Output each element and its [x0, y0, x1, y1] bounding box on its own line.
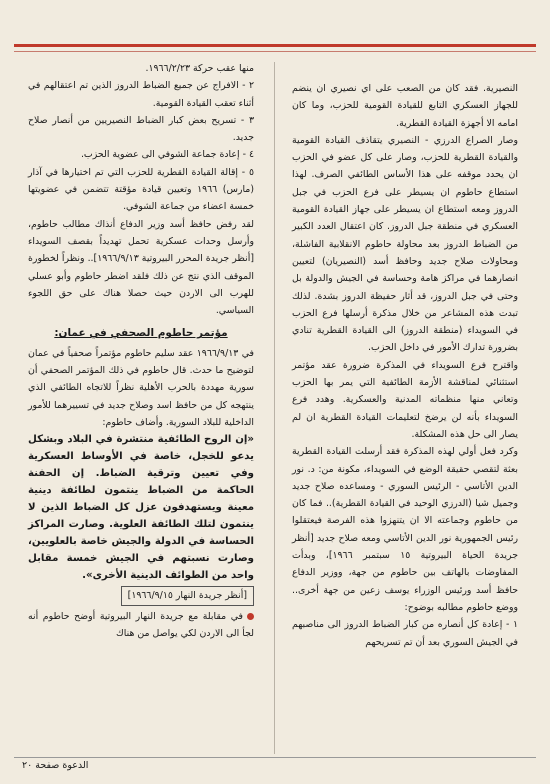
page-number: الدعوة صفحة ٢٠: [22, 760, 89, 771]
paragraph: ١ - إعادة كل أنصاره من كبار الضباط الدروز الى مناصبهم في الجيش السوري بعد أن تم تسريحهم: [292, 619, 518, 648]
paragraph: في ١٩٦٦/٩/١٣ عقد سليم حاطوم مؤتمراً صحفياً في عمان لتوضيح ما حدث. قال حاطوم في ذلك المؤتمر الصحفي أن سورية مهددة بالحرب الأهلية نظراً للاتجاه الطائفي الذي ينتهجه كل من حافظ اسد وصلاح جديد في تسييرهما للأمور الداخلية للبلاد السورية. وأضاف حاطوم:: [28, 347, 254, 428]
left-column: [28, 60, 254, 642]
source-note: [أنظر جريدة النهار ١٩٦٦/٩/١٥]: [121, 586, 254, 605]
paragraph: لقد رفض حافظ أسد وزير الدفاع أنذاك مطالب حاطوم، وأرسل وحدات عسكرية تحمل تهديداً بقصف السويداء [أنظر جريدة المحرر البيروتية ١٩٦٦/٩/١٣].. ونظراً لخطورة الموقف الذي نتج عن ذلك فلقد اضطر حاطوم وأبو عسلي للهرب الى الاردن حيث حصلا هناك على حق اللجوء السياسي.: [28, 218, 254, 317]
page-footer: [14, 757, 536, 776]
demand-item: ٥ - إقالة القيادة القطرية للحزب التي تم اختيارها في آذار (مارس) ١٩٦٦ وتعيين قيادة مؤقتة تتضمن في عضويتها خمسة اعضاء من جماعة الشوفي.: [28, 166, 254, 213]
section-heading: مؤتمر حاطوم الصحفي في عمان:: [54, 327, 228, 340]
header-rule-thin: [14, 51, 536, 52]
column-divider: [274, 62, 275, 754]
bullet-icon: [247, 613, 254, 620]
quote: «إن الروح الطائفية منتشرة في البلاد وبشكل يدعو للخجل، خاصة في الأوساط العسكرية وفي تعيين وترقية الضباط. إن الحفنة الحاكمة من الضباط ينتمون لطائفة دينية معينة ويستهدفون عزل كل الضباط الذين لا ينتمون لتلك الطائفة العلوية. وصارت المراكز الحساسة في الدولة والجيش خاصة بالعلويين، وصارت نسبتهم في الجيش خمسة مقابل واحد من الطوائف الدينية الأخرى».: [28, 434, 254, 582]
paragraph-text: في مقابلة مع جريدة النهار البيروتية أوضح حاطوم أنه لجأ الى الاردن لكي يواصل من هناك: [28, 610, 254, 639]
paragraph: النصيرية. فقد كان من الصعب على اي نصيري ان ينضم للجهاز العسكري التابع للقيادة القومية للحزب، وما كان امامه الا أجهزة القيادة القطرية.: [292, 83, 518, 129]
paragraph: واقترح فرع السويداء في المذكرة ضرورة عقد مؤتمر استثنائي لمناقشة الأزمة الطائفية التي يمر بها الحزب وتعاني منها منظماته المدنية والعسكرية. وهدد فرع السويداء بأنه لن يرضخ لتعليمات القيادة القطرية ان لم يصار الى حل هذه المشكلة.: [292, 359, 518, 440]
paragraph: [28, 608, 254, 643]
header-rule: [14, 44, 536, 47]
demand-item: ٣ - تسريح بعض كبار الضباط النصيريين من أنصار صلاح جديد.: [28, 114, 254, 144]
right-column: [292, 80, 518, 651]
paragraph: منها عقب حركة ١٩٦٦/٢/٢٣.: [145, 63, 254, 74]
paragraph: وصار الصراع الدرزي - النصيري يتقاذف القيادة القومية والقيادة القطرية للحزب، وصار على كل عضو في الحزب ان يحدد موقفه على هذا الأساس الطائفي الصرف. لهذا استطاع حاطوم ان يسيطر على فرع الحزب في جبل الدروز ومعه استطاع ان يسيطر على جهاز القيادة القومية العسكري في منطقة جبل الدروز. كان اعتقال العدد الكبير من الضباط الدروز بعد محاولة حاطوم الانقلابية الفاشلة، ومحاولات صلاح جديد وحافظ أسد (النصيريان) لتعيين انصارهما في مراكز هامة وحساسة في الجيش والدولة بل وحتى في جبل الدروز، قد أثار حفيظة الدروز بشدة. لذلك تبدت هذه المشاعر من خلال مذكرة أرسلها فرع الحزب في السويداء (منطقة الدروز) الى القيادة القطرية تنادي بضرورة تدارك الأمور في داخل الحزب.: [292, 134, 518, 354]
paragraph: وكرد فعل أولي لهذه المذكرة فقد أرسلت القيادة القطرية بعثة لتقصي حقيقة الوضع في السويداء، مكونة من: د. نور الدين الأتاسي - الرئيس السوري - ومساعده صلاح جديد وجميل شيا (الدرزي الوحيد في القيادة القطرية).. فما كان من حاطوم وجماعته الا ان يتنهزوا هذه الفرصة فيعتقلوا رئيس الجمهورية نور الدين الأتاسي ومعه صلاح جديد [أنظر جريدة الحياة البيروتية ١٥ سبتمبر ١٩٦٦]، وبدأت المفاوضات بالهاتف بين حاطوم من جهة، ووزير الدفاع حافظ أسد ورئيس الوزراء يوسف زعين من جهة أخرى.. ووضع حاطوم مطالبه بوضوح:: [292, 446, 518, 613]
demand-item: ٤ - إعادة جماعة الشوفي الى عضوية الحزب.: [80, 149, 254, 161]
demand-item: ٢ - الافراج عن جميع الضباط الدروز الذين تم اعتقالهم في أثناء تعقب القيادة القومية.: [28, 80, 254, 109]
